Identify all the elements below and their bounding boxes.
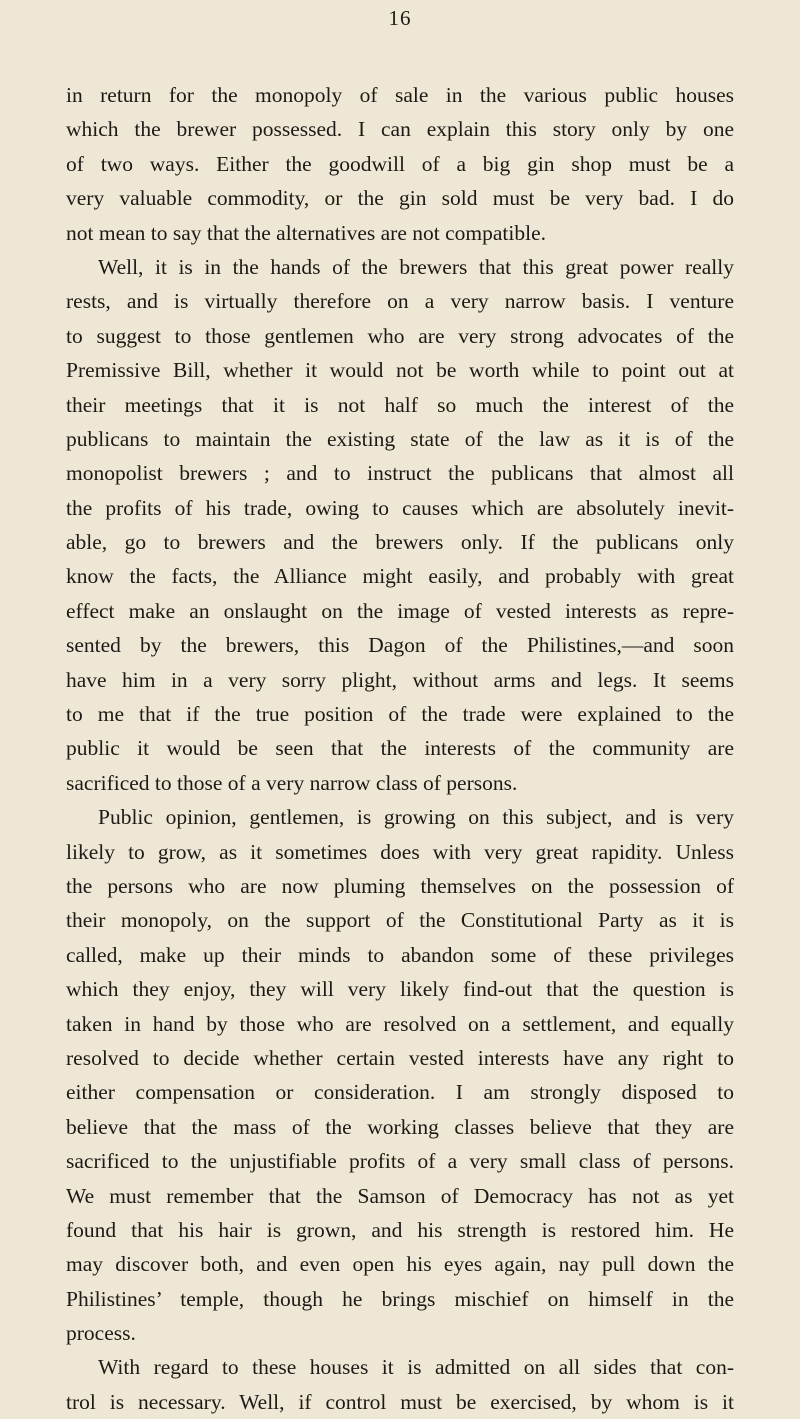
text-line: Premissive Bill, whether it would not be worth while to point out at: [66, 358, 734, 383]
text-line: Philistines’ temple, though he brings mischief on himself in the: [66, 1286, 734, 1311]
text-line: believe that the mass of the working classes believe that they are: [66, 1114, 734, 1139]
text-line: taken in hand by those who are resolved on a settlement, and equally: [66, 1011, 734, 1036]
text-line: which they enjoy, they will very likely find-out that the question is: [66, 977, 734, 1002]
text-line: in return for the monopoly of sale in the various public houses: [66, 83, 734, 107]
text-line: sacrificed to those of a very narrow class of persons.: [66, 770, 518, 795]
text-line: found that his hair is grown, and his strength is restored him. He: [66, 1217, 734, 1242]
text-line: not mean to say that the alternatives are not compatible.: [66, 220, 547, 245]
text-line: may discover both, and even open his eyes again, nay pull down the: [66, 1252, 734, 1277]
text-line: the persons who are now pluming themselves on the possession of: [66, 873, 734, 898]
text-line: publicans to maintain the existing state of the law as it is of the: [66, 426, 734, 451]
text-line: process.: [66, 1321, 136, 1346]
page-number: 16: [388, 6, 412, 30]
text-line: to me that if the true position of the trade were explained to the: [66, 702, 734, 727]
text-line: the profits of his trade, owing to causes which are absolutely inevit-: [66, 495, 734, 520]
text-line: Well, it is in the hands of the brewers that this great power really: [98, 254, 734, 279]
text-line: trol is necessary. Well, if control must be exercised, by whom is it: [66, 1389, 734, 1414]
body-text: [66, 78, 734, 1419]
text-line: rests, and is virtually therefore on a very narrow basis. I venture: [66, 289, 734, 314]
text-line: called, make up their minds to abandon some of these privileges: [66, 942, 734, 967]
text-line: sented by the brewers, this Dagon of the Philistines,—and soon: [66, 633, 734, 658]
text-line: monopolist brewers ; and to instruct the publicans that almost all: [66, 461, 734, 486]
text-line: know the facts, the Alliance might easily, and probably with great: [66, 564, 734, 589]
text-line: public it would be seen that the interests of the community are: [66, 736, 734, 761]
text-line: their monopoly, on the support of the Constitutional Party as it is: [66, 908, 734, 933]
text-line: effect make an onslaught on the image of vested interests as repre-: [66, 598, 734, 623]
text-line: able, go to brewers and the brewers only. If the publicans only: [66, 530, 734, 555]
text-line: Public opinion, gentlemen, is growing on this subject, and is very: [98, 805, 734, 830]
text-line: With regard to these houses it is admitted on all sides that con-: [98, 1355, 734, 1380]
text-line: We must remember that the Samson of Democracy has not as yet: [66, 1183, 734, 1208]
text-line: have him in a very sorry plight, without arms and legs. It seems: [66, 667, 734, 692]
text-line: very valuable commodity, or the gin sold must be very bad. I do: [66, 186, 734, 211]
text-line: their meetings that it is not half so much the interest of the: [66, 392, 734, 417]
text-line: sacrificed to the unjustifiable profits of a very small class of persons.: [66, 1149, 734, 1174]
text-line: likely to grow, as it sometimes does with very great rapidity. Unless: [66, 839, 734, 864]
text-line: which the brewer possessed. I can explain this story only by one: [66, 117, 734, 142]
text-line: either compensation or consideration. I am strongly disposed to: [66, 1080, 734, 1105]
text-line: of two ways. Either the goodwill of a big gin shop must be a: [66, 151, 734, 176]
text-line: resolved to decide whether certain vested interests have any right to: [66, 1045, 734, 1070]
text-line: to suggest to those gentlemen who are very strong advocates of the: [66, 323, 734, 348]
